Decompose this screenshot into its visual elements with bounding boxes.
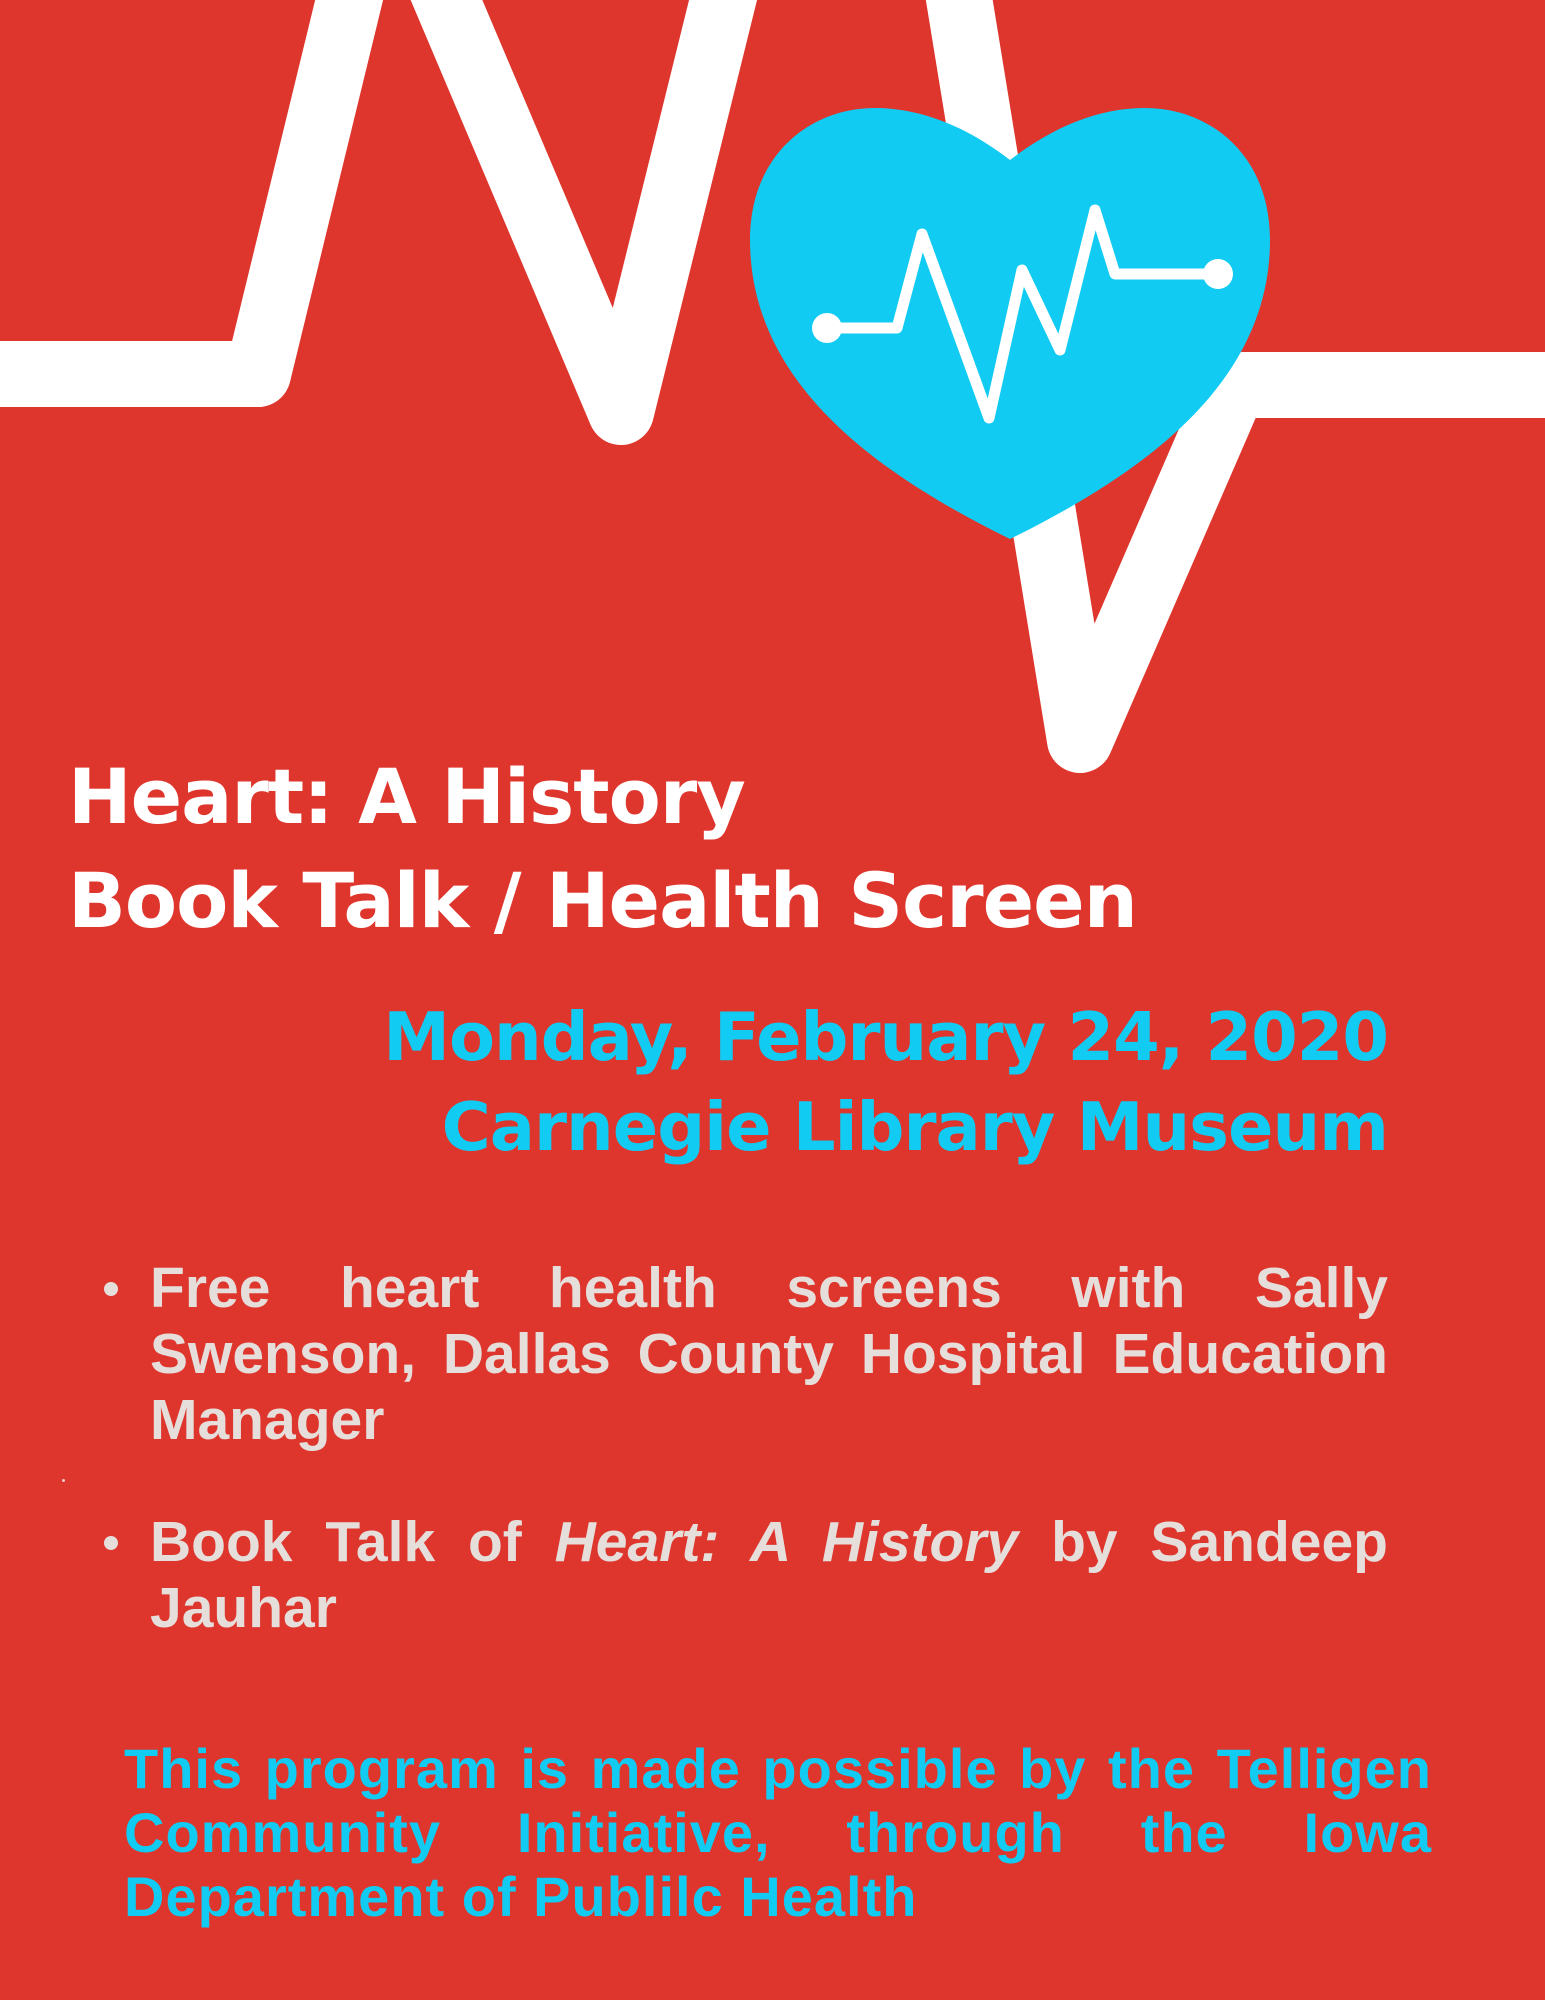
event-details: [188, 992, 1388, 1172]
bullet-suffix: by Sandeep Jauhar: [150, 1510, 1389, 1640]
event-date: Monday, February 24, 2020: [383, 998, 1388, 1076]
list-item: [90, 1509, 1388, 1641]
bullet-icon: [104, 1536, 118, 1550]
bullet-prefix: Book Talk of: [150, 1510, 522, 1574]
ekg-start-dot: [812, 313, 842, 343]
title-line-1: Heart: A History: [68, 752, 745, 841]
program-list: [90, 1255, 1388, 1641]
stray-dot: [62, 1479, 65, 1482]
heartbeat-line-icon: [0, 0, 1545, 820]
title-line-2: Book Talk / Health Screen: [68, 856, 1137, 945]
event-location: Carnegie Library Museum: [441, 1088, 1388, 1166]
event-title: [68, 745, 1368, 953]
funding-credit: This program is made possible by the Telligen Community Initiative, through the Iowa Department of Publilc Health: [124, 1737, 1432, 1928]
list-item: [90, 1255, 1388, 1453]
bullet-icon: [104, 1282, 118, 1296]
ekg-end-dot: [1203, 259, 1233, 289]
bullet-text: Free heart health screens with Sally Swenson, Dallas County Hospital Education Manager: [150, 1256, 1388, 1452]
pulse-line: [0, 0, 1545, 740]
book-title: Heart: A History: [554, 1510, 1019, 1574]
